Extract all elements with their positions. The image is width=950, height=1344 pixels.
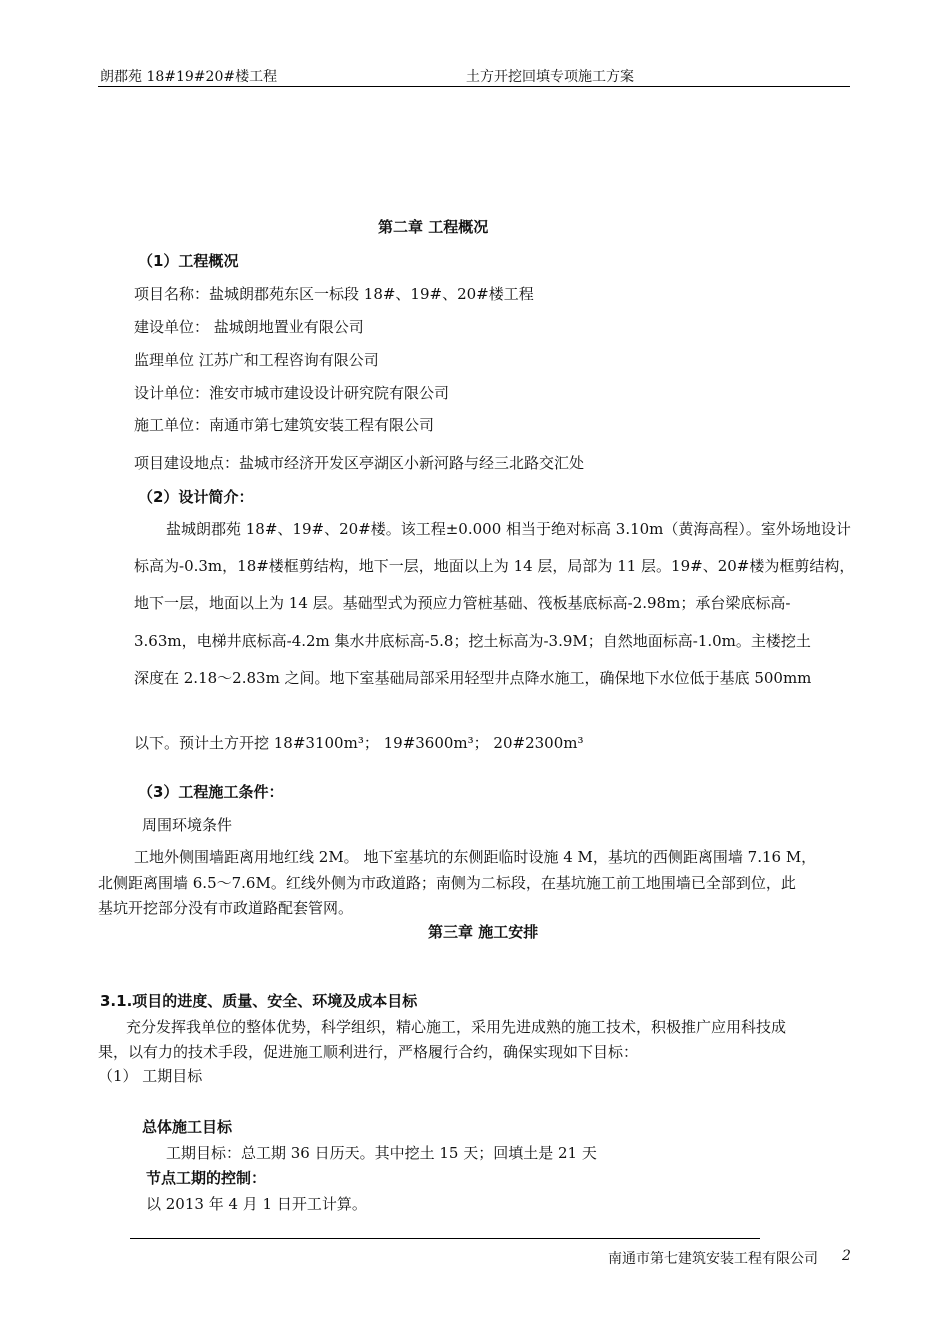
item-1-schedule-goal: （1） 工期目标	[98, 1067, 203, 1085]
node-schedule-heading: 节点工期的控制：	[146, 1169, 267, 1187]
section-3-1-heading: 3.1.项目的进度、质量、安全、环境及成本目标	[100, 992, 418, 1010]
header-rule	[98, 86, 850, 87]
section-2-heading: （2）设计简介：	[138, 488, 254, 506]
environment-line: 北侧距离围墙 6.5～7.6M。红线外侧为市政道路；南侧为二标段，在基坑施工前工地围墙已全部到位，此	[98, 874, 796, 892]
design-line: 深度在 2.18～2.83m 之间。地下室基础局部采用轻型井点降水施工，确保地下水位低于基底 500mm	[134, 669, 812, 687]
footer-company: 南通市第七建筑安装工程有限公司	[608, 1251, 818, 1267]
design-line: 地下一层，地面以上为 14 层。基础型式为预应力管桩基础、筏板基底标高-2.98m；承台梁底标高-	[134, 594, 791, 612]
info-line-project-name: 项目名称：盐城朗郡苑东区一标段 18#、19#、20#楼工程	[134, 285, 534, 303]
info-line-supervisor: 监理单位 江苏广和工程咨询有限公司	[134, 351, 379, 369]
design-line: 以下。预计土方开挖 18#3100m³； 19#3600m³； 20#2300m³	[134, 734, 584, 752]
footer-rule	[130, 1238, 760, 1239]
environment-line: 工地外侧围墙距离用地红线 2M。 地下室基坑的东侧距临时设施 4 M，基坑的西侧距离围墙 7.16 M，	[134, 848, 817, 866]
section-3-heading: （3）工程施工条件：	[138, 783, 284, 801]
chapter-2-title: 第二章 工程概况	[378, 218, 489, 236]
info-line-owner: 建设单位： 盐城朗地置业有限公司	[134, 318, 364, 336]
info-line-designer: 设计单位：淮安市城市建设设计研究院有限公司	[134, 384, 450, 402]
environment-title: 周围环境条件	[142, 816, 233, 834]
design-line: 3.63m，电梯井底标高-4.2m 集水井底标高-5.8；挖土标高为-3.9M；自然地面标高-1.0m。主楼挖土	[134, 632, 811, 650]
environment-line: 基坑开挖部分没有市政道路配套管网。	[98, 899, 354, 917]
header-right: 土方开挖回填专项施工方案	[466, 69, 634, 85]
design-line: 标高为-0.3m，18#楼框剪结构，地下一层，地面以上为 14 层，局部为 11 层。19#、20#楼为框剪结构，	[134, 557, 855, 575]
info-line-location: 项目建设地点：盐城市经济开发区亭湖区小新河路与经三北路交汇处	[134, 454, 585, 472]
page-number: 2	[842, 1248, 851, 1264]
overall-goal-heading: 总体施工目标	[142, 1118, 233, 1136]
info-line-contractor: 施工单位：南通市第七建筑安装工程有限公司	[134, 416, 435, 434]
header-left: 朗郡苑 18#19#20#楼工程	[100, 69, 278, 85]
schedule-goal-text: 工期目标：总工期 36 日历天。其中挖土 15 天；回填土是 21 天	[166, 1144, 597, 1162]
start-date-text: 以 2013 年 4 月 1 日开工计算。	[146, 1195, 367, 1213]
section-1-heading: （1）工程概况	[138, 252, 239, 270]
intro-line: 果，以有力的技术手段，促进施工顺利进行，严格履行合约，确保实现如下目标：	[98, 1043, 639, 1061]
intro-line: 充分发挥我单位的整体优势，科学组织，精心施工，采用先进成熟的施工技术，积极推广应用科技成	[126, 1018, 787, 1036]
chapter-3-title: 第三章 施工安排	[428, 923, 539, 941]
design-line: 盐城朗郡苑 18#、19#、20#楼。该工程±0.000 相当于绝对标高 3.10m（黄海高程）。室外场地设计	[166, 520, 851, 538]
